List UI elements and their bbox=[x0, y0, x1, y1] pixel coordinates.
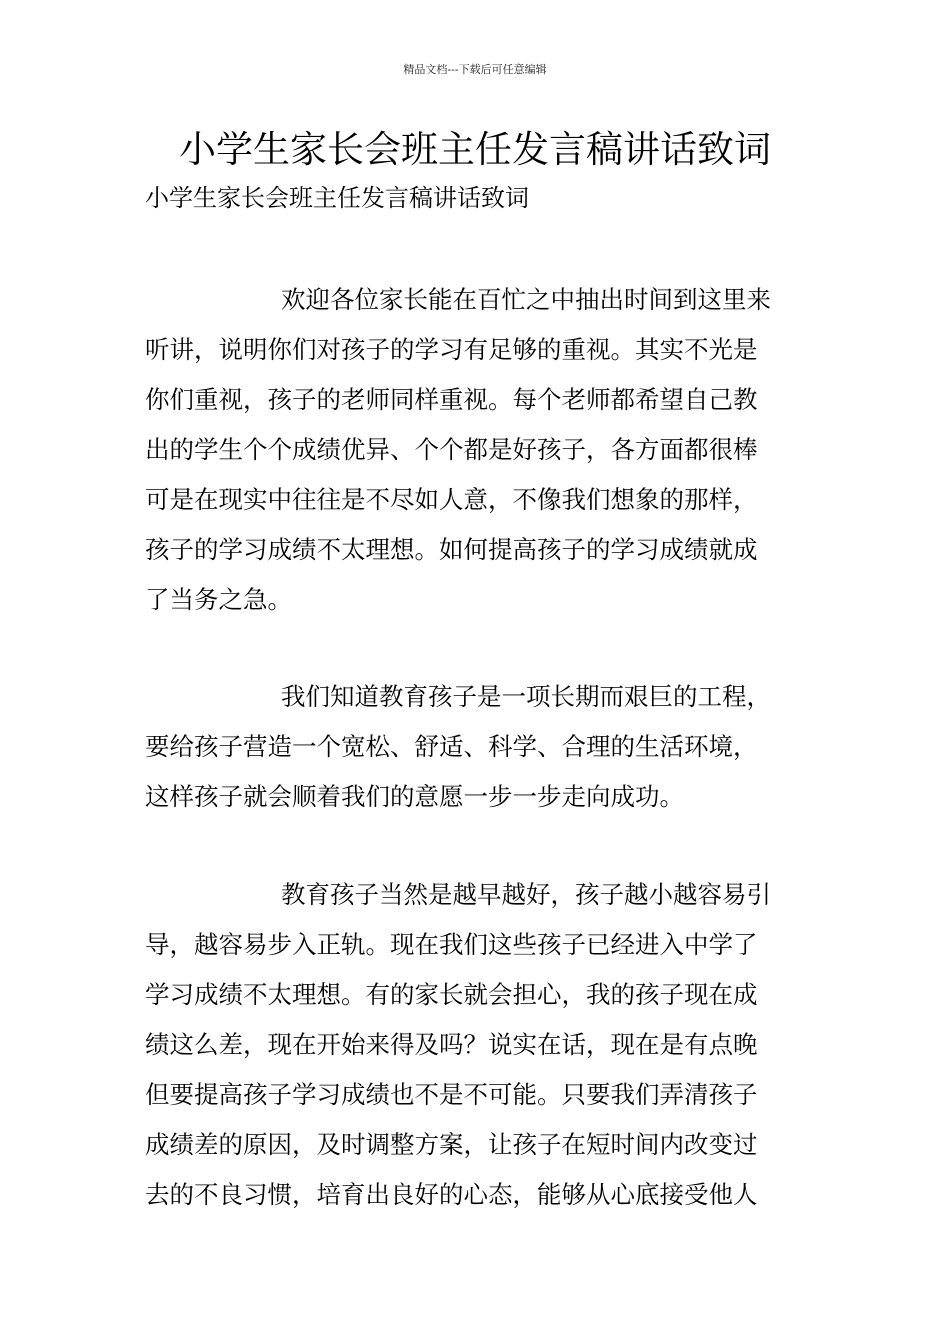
paragraph-line: 出的学生个个成绩优异、个个都是好孩子，各方面都很棒 bbox=[145, 435, 758, 464]
document-subtitle: 小学生家长会班主任发言稿讲话致词 bbox=[145, 184, 529, 212]
paragraph-line: 但要提高孩子学习成绩也不是不可能。只要我们弄清孩子 bbox=[145, 1080, 758, 1109]
paragraph-3 bbox=[145, 870, 771, 1220]
paragraph-line: 可是在现实中往往是不尽如人意，不像我们想象的那样， bbox=[145, 485, 758, 514]
paragraph-line: 欢迎各位家长能在百忙之中抽出时间到这里来 bbox=[281, 285, 771, 314]
paragraph-line: 我们知道教育孩子是一项长期而艰巨的工程， bbox=[281, 682, 771, 711]
document-title: 小学生家长会班主任发言稿讲话致词 bbox=[179, 128, 771, 171]
header-note: 精品文档---下载后可任意编辑 bbox=[403, 63, 547, 76]
paragraph-line: 绩这么差，现在开始来得及吗？说实在话，现在是有点晚 bbox=[145, 1030, 758, 1059]
paragraph-2 bbox=[145, 672, 771, 822]
paragraph-line: 你们重视，孩子的老师同样重视。每个老师都希望自己教 bbox=[145, 385, 758, 414]
paragraph-line: 孩子的学习成绩不太理想。如何提高孩子的学习成绩就成 bbox=[145, 535, 758, 564]
paragraph-line: 学习成绩不太理想。有的家长就会担心，我的孩子现在成 bbox=[145, 980, 758, 1009]
paragraph-line: 教育孩子当然是越早越好，孩子越小越容易引 bbox=[281, 880, 771, 909]
paragraph-line: 成绩差的原因，及时调整方案，让孩子在短时间内改变过 bbox=[145, 1130, 758, 1159]
paragraph-line: 了当务之急。 bbox=[145, 585, 292, 614]
paragraph-line: 导，越容易步入正轨。现在我们这些孩子已经进入中学了 bbox=[145, 930, 758, 959]
paragraph-line: 听讲，说明你们对孩子的学习有足够的重视。其实不光是 bbox=[145, 335, 758, 364]
paragraph-line: 这样孩子就会顺着我们的意愿一步一步走向成功。 bbox=[145, 782, 684, 811]
paragraph-1 bbox=[145, 275, 771, 625]
paragraph-line: 去的不良习惯，培育出良好的心态，能够从心底接受他人 bbox=[145, 1180, 758, 1209]
paragraph-line: 要给孩子营造一个宽松、舒适、科学、合理的生活环境， bbox=[145, 732, 758, 761]
